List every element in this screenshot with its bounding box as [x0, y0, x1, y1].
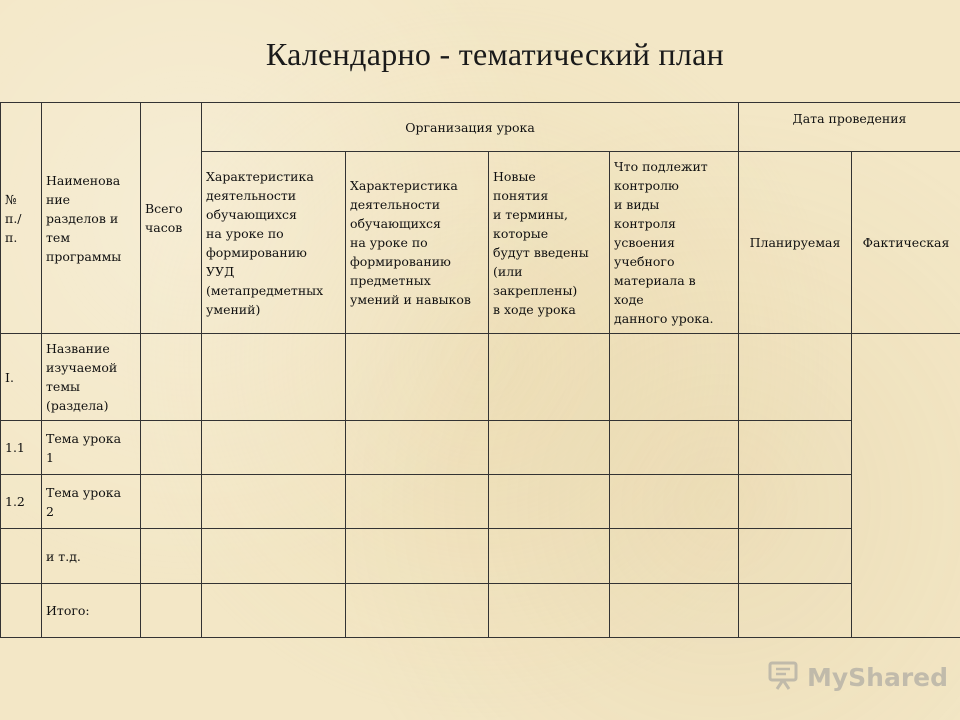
row-name: и т.д.	[42, 529, 141, 584]
row-name: Название изучаемой темы (раздела)	[42, 334, 141, 421]
header-hours: Всего часов	[141, 103, 202, 334]
row-cell	[610, 334, 739, 421]
row-name: Тема урока 1	[42, 421, 141, 475]
row-cell	[739, 421, 852, 475]
header-new-terms: Новые понятия и термины, которые будут введены (или закреплены) в ходе урока	[489, 152, 610, 334]
row-cell	[141, 334, 202, 421]
row-cell	[141, 529, 202, 584]
header-planned-date: Планируемая	[739, 152, 852, 334]
row-cell	[739, 529, 852, 584]
row-cell	[610, 529, 739, 584]
row-cell	[489, 421, 610, 475]
row-cell	[739, 584, 852, 638]
row-name: Тема урока 2	[42, 475, 141, 529]
row-num: I.	[1, 334, 42, 421]
row-num	[1, 584, 42, 638]
row-cell	[346, 584, 489, 638]
row-cell	[610, 421, 739, 475]
row-cell	[489, 475, 610, 529]
row-name: Итого:	[42, 584, 141, 638]
row-cell	[202, 334, 346, 421]
row-cell	[346, 475, 489, 529]
header-control: Что подлежит контролю и виды контроля усвоения учебного материала в ходе данного урока.	[610, 152, 739, 334]
header-uud-characteristic: Характеристика деятельности обучающихся на уроке по формированию УУД (метапредметных умений)	[202, 152, 346, 334]
row-cell	[739, 475, 852, 529]
row-cell	[346, 529, 489, 584]
table-row	[1, 421, 960, 475]
row-cell	[346, 421, 489, 475]
row-cell	[489, 584, 610, 638]
actual-date-cell	[852, 334, 960, 638]
header-subject-characteristic: Характеристика деятельности обучающихся на уроке по формированию предметных умений и навыков	[346, 152, 489, 334]
page-title: Календарно - тематический план	[265, 36, 725, 72]
header-date: Дата проведения	[739, 103, 960, 152]
table-row	[1, 475, 960, 529]
row-cell	[489, 529, 610, 584]
row-cell	[610, 475, 739, 529]
row-cell	[489, 334, 610, 421]
row-cell	[141, 421, 202, 475]
table-row	[1, 529, 960, 584]
row-cell	[346, 334, 489, 421]
row-cell	[141, 475, 202, 529]
header-num: № п./ п.	[1, 103, 42, 334]
watermark-text: MyShared	[807, 662, 949, 692]
header-name: Наименова ние разделов и тем программы	[42, 103, 141, 334]
presentation-board-icon	[767, 658, 801, 696]
row-num: 1.2	[1, 475, 42, 529]
watermark	[767, 657, 948, 697]
row-num: 1.1	[1, 421, 42, 475]
table-row	[1, 584, 960, 638]
row-cell	[141, 584, 202, 638]
row-cell	[739, 334, 852, 421]
row-cell	[202, 421, 346, 475]
row-cell	[202, 529, 346, 584]
header-lesson-organization: Организация урока	[202, 103, 739, 152]
row-cell	[202, 475, 346, 529]
row-cell	[610, 584, 739, 638]
row-num	[1, 529, 42, 584]
thematic-plan-table	[0, 102, 960, 638]
header-actual-date: Фактическая	[852, 152, 960, 334]
table-row	[1, 334, 960, 421]
row-cell	[202, 584, 346, 638]
